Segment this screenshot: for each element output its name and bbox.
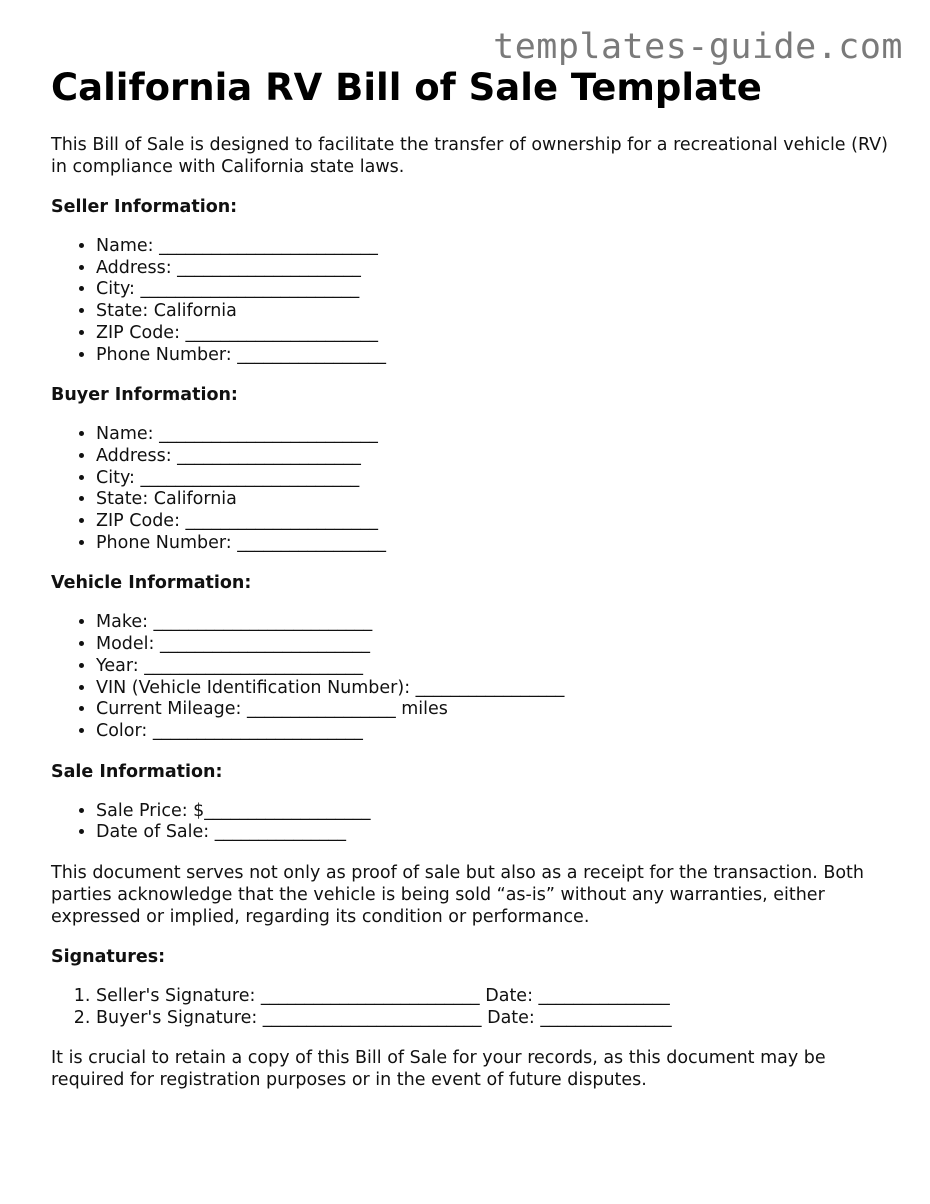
vehicle-color-field: • Color: ________________________ [96, 721, 891, 743]
buyer-name-field: • Name: _________________________ [96, 424, 891, 446]
vehicle-model-field: • Model: ________________________ [96, 634, 891, 656]
closing-paragraph: It is crucial to retain a copy of this Bill of Sale for your records, as this document may be required for registration purposes or in the event of future disputes. [51, 1048, 826, 1091]
watermark: templates-guide.com [493, 27, 903, 67]
seller-name-field: • Name: _________________________ [96, 236, 891, 258]
seller-zip-field: • ZIP Code: ______________________ [96, 323, 891, 345]
buyer-signature-field: 2. Buyer's Signature: _________________________ Date: _______________ [96, 1008, 891, 1030]
document-body [51, 66, 891, 1091]
seller-city-field: • City: _________________________ [96, 279, 891, 301]
receipt-paragraph: This document serves not only as proof of sale but also as a receipt for the transaction. Both parties acknowledge that the vehicle is being sold “as-is” without any warranties, either expressed or implied, regarding its condition or performance. [51, 863, 864, 928]
buyer-zip-field: • ZIP Code: ______________________ [96, 511, 891, 533]
sale-price-field: • Sale Price: $___________________ [96, 801, 891, 823]
intro-paragraph: This Bill of Sale is designed to facilitate the transfer of ownership for a recreational vehicle (RV) in compliance with California state laws. [51, 135, 888, 177]
seller-signature-field: 1. Seller's Signature: _________________________ Date: _______________ [96, 986, 891, 1008]
buyer-phone-field: • Phone Number: _________________ [96, 533, 891, 555]
seller-state-field: • State: California [96, 301, 891, 323]
vehicle-mileage-field: • Current Mileage: _________________ miles [96, 699, 891, 721]
signatures-heading: Signatures: [51, 947, 166, 968]
signatures-list [51, 986, 891, 1029]
buyer-city-field: • City: _________________________ [96, 468, 891, 490]
seller-address-field: • Address: _____________________ [96, 258, 891, 280]
sale-date-field: • Date of Sale: _______________ [96, 822, 891, 844]
page-title: California RV Bill of Sale Template [51, 66, 762, 109]
sale-list [51, 801, 891, 844]
vehicle-make-field: • Make: _________________________ [96, 612, 891, 634]
buyer-heading: Buyer Information: [51, 385, 238, 406]
seller-heading: Seller Information: [51, 197, 238, 217]
seller-phone-field: • Phone Number: _________________ [96, 345, 891, 367]
buyer-state-field: • State: California [96, 489, 891, 511]
vehicle-list [51, 612, 891, 742]
vehicle-vin-field: • VIN (Vehicle Identification Number): _________________ [96, 678, 891, 700]
seller-list [51, 236, 891, 366]
buyer-address-field: • Address: _____________________ [96, 446, 891, 468]
buyer-list [51, 424, 891, 554]
vehicle-year-field: • Year: _________________________ [96, 656, 891, 678]
sale-heading: Sale Information: [51, 761, 223, 782]
vehicle-heading: Vehicle Information: [51, 573, 252, 594]
